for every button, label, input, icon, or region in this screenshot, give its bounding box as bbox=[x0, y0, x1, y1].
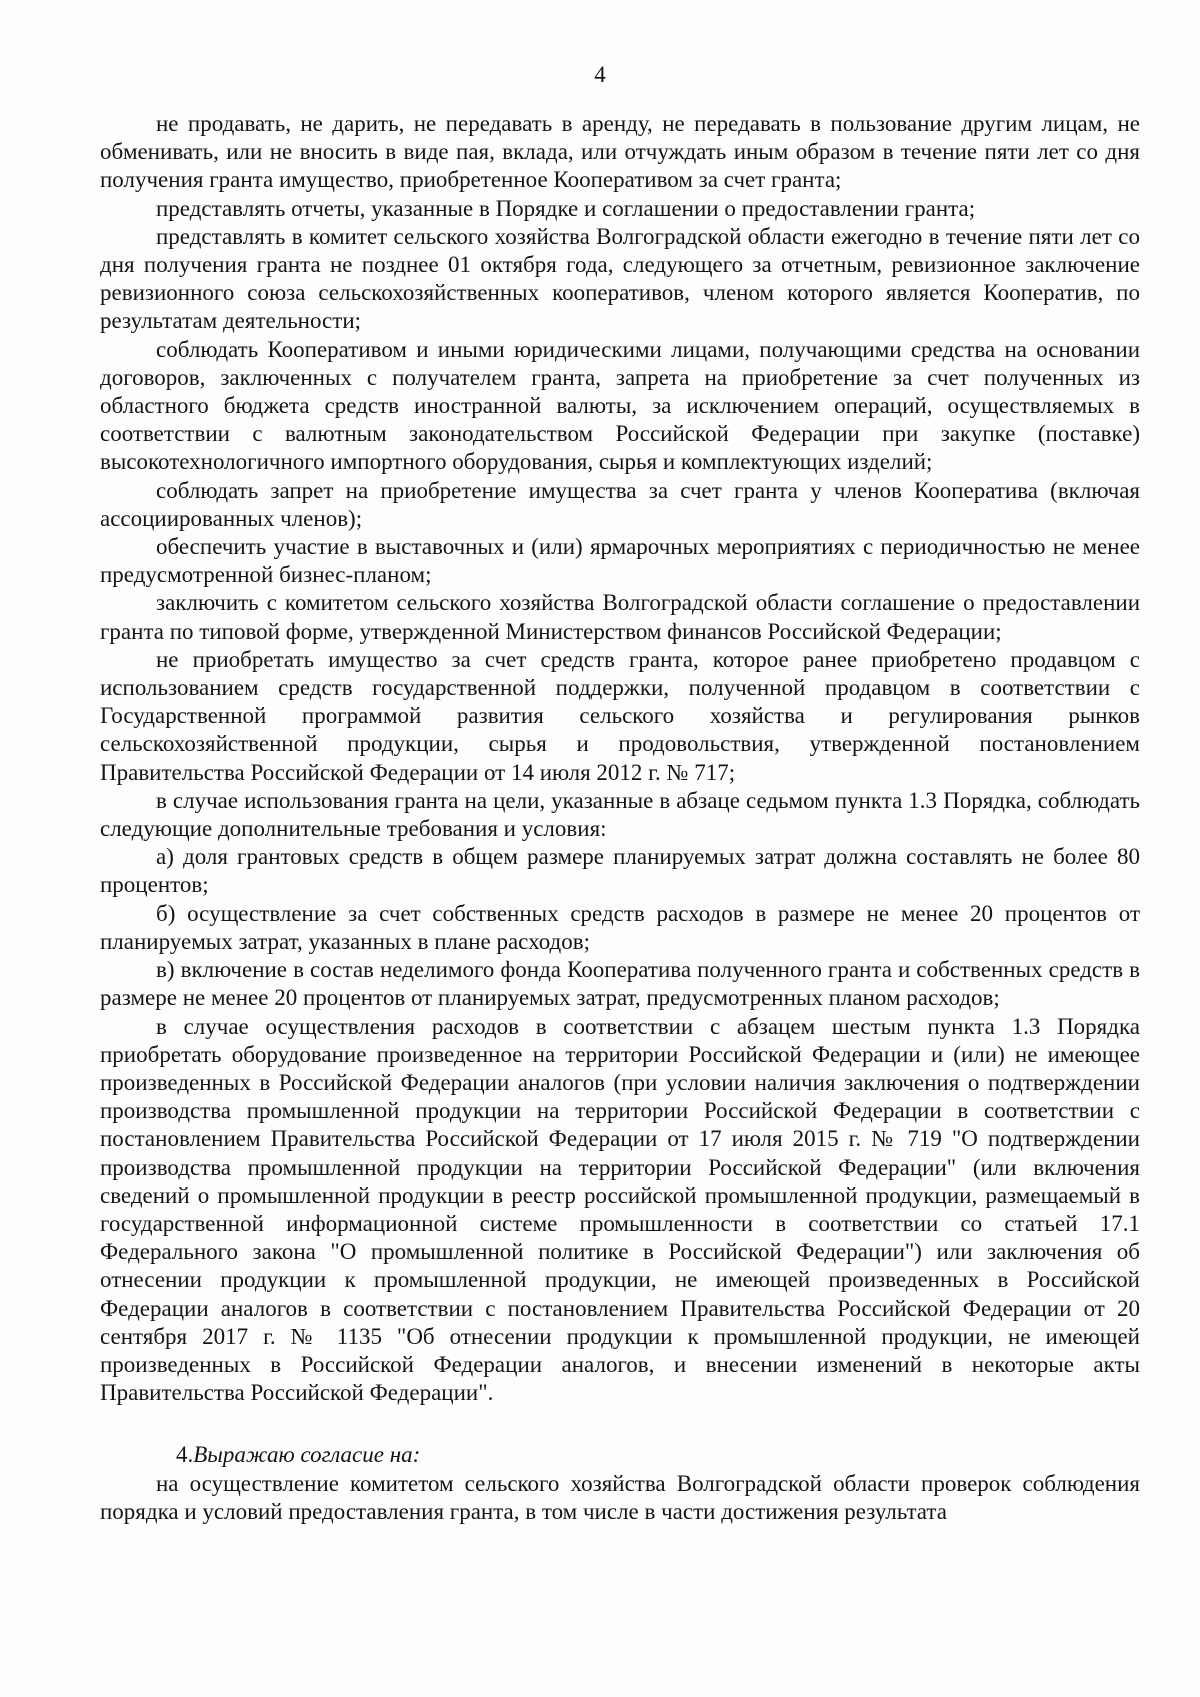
paragraph: не приобретать имущество за счет средств гранта, которое ранее приобретено продавцом с использованием средств государственной поддержки, полученной продавцом в соответствии с Государственной программой развития сельского хозяйства и регулирования рынков сельскохозяйственной продукции, сырья и продовольствия, утвержденной постановлением Правительства Российской Федерации от 14 июля 2012 г. № 717; bbox=[100, 646, 1140, 785]
paragraph: в случае осуществления расходов в соответствии с абзацем шестым пункта 1.3 Порядка приобретать оборудование произведенное на территории Российской Федерации и (или) не имеющее произведенных в Российской Федерации аналогов (при условии наличия заключения о подтверждении производства промышленной продукции на территории Российской Федерации в соответствии с постановлением Правительства Российской Федерации от 17 июля 2015 г. № 719 "О подтверждении производства промышленной продукции на территории Российской Федерации" (или включения сведений о промышленной продукции в реестр российской промышленной продукции, размещаемый в государственной информационной системе промышленности в соответствии со статьей 17.1 Федерального закона "О промышленной политике в Российской Федерации") или заключения об отнесении продукции к промышленной продукции, не имеющей произведенных в Российской Федерации аналогов в соответствии с постановлением Правительства Российской Федерации от 20 сентября 2017 г. № 1135 "Об отнесении продукции к промышленной продукции, не имеющей произведенных в Российской Федерации аналогов, и внесении изменений в некоторые акты Правительства Российской Федерации". bbox=[100, 1013, 1140, 1406]
paragraph: соблюдать Кооперативом и иными юридическими лицами, получающими средства на основании договоров, заключенных с получателем гранта, запрета на приобретение за счет полученных из областного бюджета средств иностранной валюты, за исключением операций, осуществляемых в соответствии с валютным законодательством Российской Федерации при закупке (поставке) высокотехнологичного импортного оборудования, сырья и комплектующих изделий; bbox=[100, 336, 1140, 475]
paragraph: б) осуществление за счет собственных средств расходов в размере не менее 20 процентов от планируемых затрат, указанных в плане расходов; bbox=[100, 900, 1140, 954]
paragraph: на осуществление комитетом сельского хозяйства Волгоградской области проверок соблюдения порядка и условий предоставления гранта, в том числе в части достижения результата bbox=[100, 1470, 1140, 1524]
paragraph: представлять в комитет сельского хозяйства Волгоградской области ежегодно в течение пяти лет со дня получения гранта не позднее 01 октября года, следующего за отчетным, ревизионное заключение ревизионного союза сельскохозяйственных кооперативов, членом которого является Кооператив, по результатам деятельности; bbox=[100, 223, 1140, 334]
paragraph: обеспечить участие в выставочных и (или) ярмарочных мероприятиях с периодичностью не менее предусмотренной бизнес-планом; bbox=[100, 534, 1140, 588]
section-number: 4. bbox=[176, 1442, 194, 1468]
paragraph: в случае использования гранта на цели, указанные в абзаце седьмом пункта 1.3 Порядка, соблюдать следующие дополнительные требования и условия: bbox=[100, 787, 1140, 842]
paragraph: не продавать, не дарить, не передавать в аренду, не передавать в пользование другим лицам, не обменивать, или не вносить в виде пая, вклада, или отчуждать иным образом в течение пяти лет со дня получения гранта имущество, приобретенное Кооперативом за счет гранта; bbox=[100, 111, 1140, 193]
page-number: 4 bbox=[594, 62, 606, 87]
paragraph: а) доля грантовых средств в общем размере планируемых затрат должна составлять не более 80 процентов; bbox=[100, 844, 1140, 898]
paragraph: представлять отчеты, указанные в Порядке и соглашении о предоставлении гранта; bbox=[156, 195, 976, 221]
paragraph: заключить с комитетом сельского хозяйства Волгоградской области соглашение о предоставлении гранта по типовой форме, утвержденной Министерством финансов Российской Федерации; bbox=[100, 590, 1140, 644]
document-body bbox=[100, 110, 1140, 1526]
paragraph: соблюдать запрет на приобретение имущества за счет гранта у членов Кооператива (включая ассоциированных членов); bbox=[100, 477, 1140, 531]
section-4-heading bbox=[100, 1441, 1140, 1469]
paragraph: в) включение в состав неделимого фонда Кооператива полученного гранта и собственных средств в размере не менее 20 процентов от планируемых затрат, предусмотренных планом расходов; bbox=[100, 957, 1140, 1011]
section-heading-text: Выражаю согласие на: bbox=[193, 1442, 421, 1468]
